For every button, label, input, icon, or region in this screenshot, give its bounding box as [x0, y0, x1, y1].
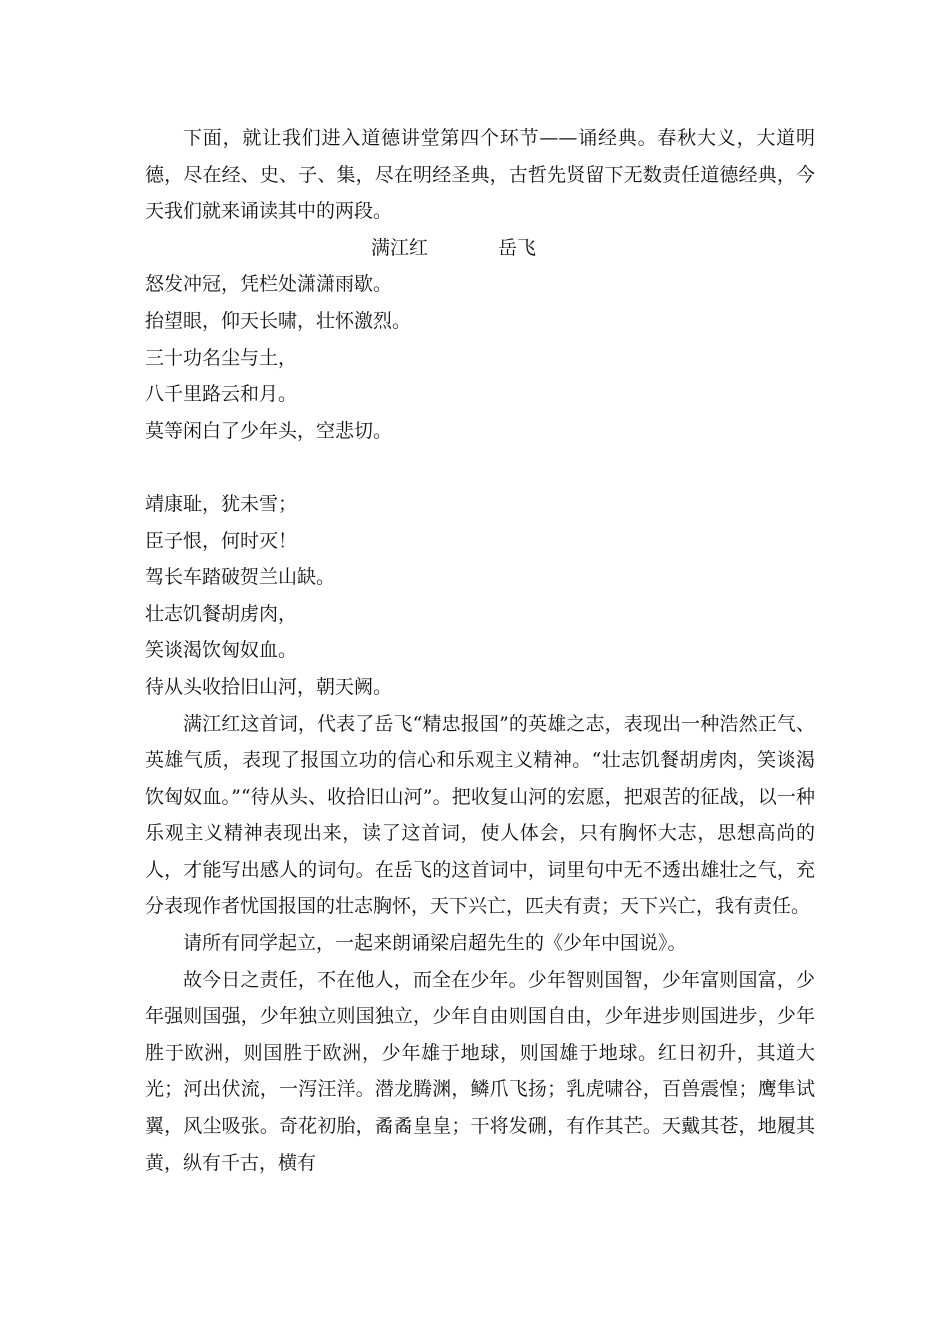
poem-line: 三十功名尘与土，	[145, 346, 298, 369]
commentary-paragraph: 满江红这首词，代表了岳飞“精忠报国”的英雄之志，表现出一种浩然正气、英雄气质，表现了报国立功的信心和乐观主义精神。“壮志饥餐胡虏肉，笑谈渴饮匈奴血。”“待从头、收拾旧山河”。把收复山河的宏愿，把艰苦的征战，以一种乐观主义精神表现出来，读了这首词，使人体会，只有胸怀大志，思想高尚的人，才能写出感人的词句。在岳飞的这首词中，词里句中无不透出雄壮之气，充分表现作者忧国报国的壮志胸怀，天下兴亡，匹夫有责；天下兴亡，我有责任。	[145, 712, 815, 918]
poem-line: 八千里路云和月。	[145, 383, 298, 406]
poem-line: 抬望眼，仰天长啸，壮怀激烈。	[145, 309, 412, 332]
poem-line: 臣子恨，何时灭！	[145, 529, 298, 552]
poem-line: 怒发冲冠，凭栏处潇潇雨歇。	[145, 273, 393, 296]
invitation-paragraph: 请所有同学起立，一起来朗诵梁启超先生的《少年中国说》。	[183, 932, 687, 955]
poem-line: 壮志饥餐胡虏肉，	[145, 602, 298, 625]
poem-stanza-2	[145, 486, 815, 706]
poem-title: 满江红	[371, 236, 429, 259]
intro-paragraph: 下面，就让我们进入道德讲堂第四个环节——诵经典。春秋大义，大道明德，尽在经、史、子、集，尽在明经圣典，古哲先贤留下无数责任道德经典，今天我们就来诵读其中的两段。	[145, 127, 815, 223]
poem-line: 待从头收拾旧山河，朝天阙。	[145, 675, 393, 698]
poem-line: 笑谈渴饮匈奴血。	[145, 639, 298, 662]
poem-line: 靖康耻，犹未雪；	[145, 492, 298, 515]
document-body	[145, 120, 815, 1181]
essay-paragraph: 故今日之责任，不在他人，而全在少年。少年智则国智，少年富则国富，少年强则国强，少年独立则国独立，少年自由则国自由，少年进步则国进步，少年胜于欧洲，则国胜于欧洲，少年雄于地球，则国雄于地球。红日初升，其道大光；河出伏流，一泻汪洋。潜龙腾渊，鳞爪飞扬；乳虎啸谷，百兽震惶；鹰隼试翼，风尘吸张。奇花初胎，矞矞皇皇；干将发硎，有作其芒。天戴其苍，地履其黄，纵有千古，横有	[145, 968, 815, 1174]
poem-line: 驾长车踏破贺兰山缺。	[145, 566, 336, 589]
poem-author: 岳飞	[498, 236, 537, 259]
poem-stanza-1	[145, 266, 815, 449]
stanza-gap	[145, 449, 815, 486]
poem-line: 莫等闲白了少年头，空悲切。	[145, 419, 393, 442]
poem-heading	[145, 230, 815, 267]
